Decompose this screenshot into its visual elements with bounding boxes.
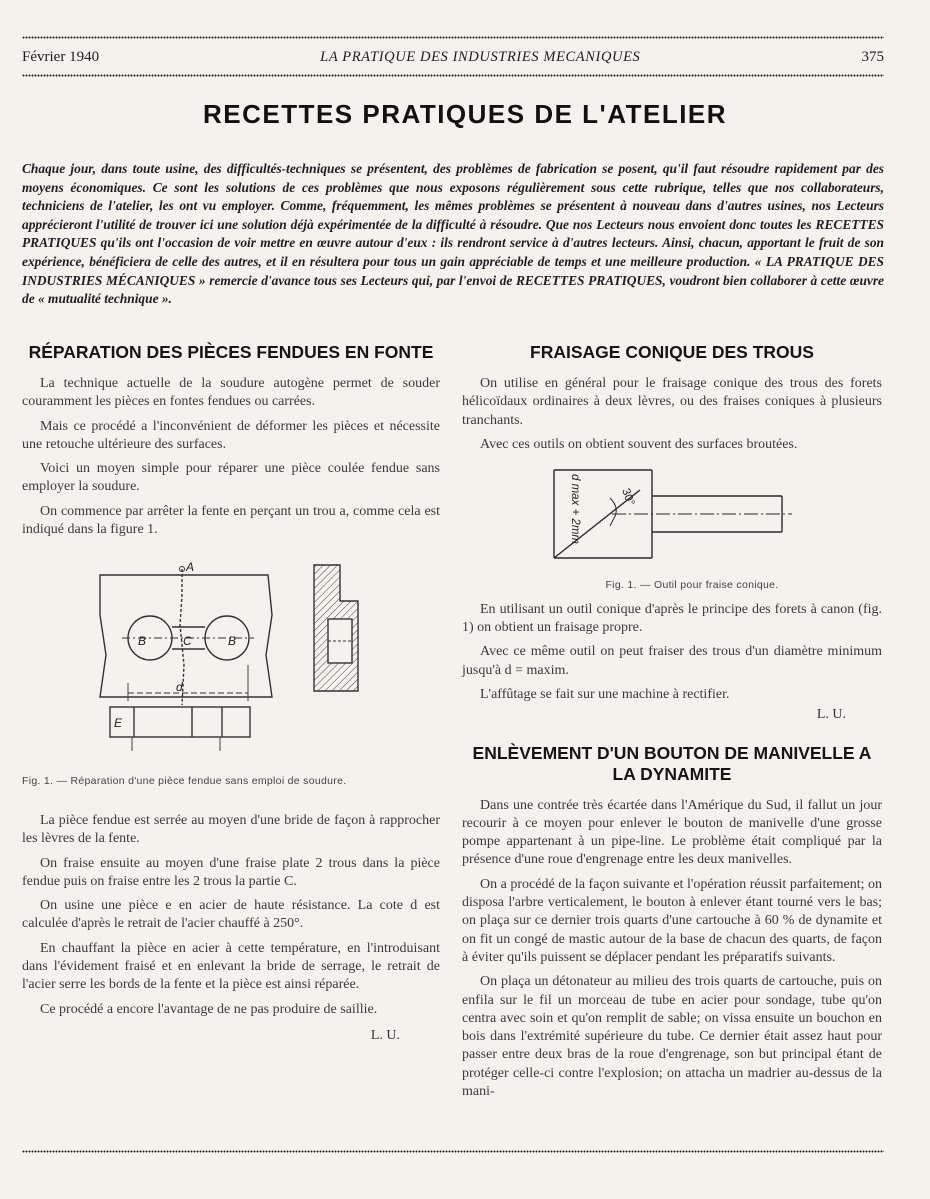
article1-paragraph: La technique actuelle de la soudure autogène permet de souder couramment les pièces en fontes fendues ou carrées. [22, 376, 440, 410]
article3-paragraph: On plaça un détonateur au milieu des trois quarts de cartouche, puis on enfila sur le fil un morceau de tube en acier pour sondage, tube qu'on centra avec soin et qu'on remplit de sable; on vissa ensuite un bouchon en bois dans l'extrémité supérieure du tube. Ce dernier était assez haut pour passer entre deux bras de la roue d'engrenage, son but principal étant de protéger celle-ci contre l'explosion; on attacha un madrier au-dessus de la mani- [462, 974, 882, 1100]
article2-paragraph: L'affûtage se fait sur une machine à rectifier. [480, 686, 730, 702]
top-rule [22, 36, 884, 39]
article2-paragraph: Avec ces outils on obtient souvent des surfaces broutées. [480, 436, 798, 452]
article1-paragraph: On fraise ensuite au moyen d'une fraise plate 2 trous dans la pièce fendue puis on fraise entre les 2 trous la partie C. [22, 855, 440, 889]
article2-paragraph: En utilisant un outil conique d'après le principe des forets à canon (fig. 1) on obtient un fraisage propre. [462, 601, 882, 636]
article3-paragraph: Dans une contrée très écartée dans l'Amérique du Sud, il fallut un jour recourir à ce moyen pour enlever le bouton de manivelle d'une grosse pompe appartenant à un pipe-line. Le problème était compliqué par la présence d'une roue d'engrenage entre les deux manivelles. [462, 797, 882, 868]
article2-paragraph: On utilise en général pour le fraisage conique des trous des forets hélicoïdaux ordinaires à deux lèvres, ou des fraises coniques à plusieurs tranchants. [462, 376, 882, 428]
article1-title: RÉPARATION DES PIÈCES FENDUES EN FONTE [28, 342, 434, 362]
label-d: d [176, 680, 183, 695]
article2-paragraph: Avec ce même outil on peut fraiser des trous d'un diamètre minimum jusqu'à d = maxim. [462, 644, 882, 678]
label-E: E [114, 716, 123, 731]
angle-label: 30° [619, 487, 637, 508]
article1-paragraph: La pièce fendue est serrée au moyen d'une bride de façon à rapprocher les lèvres de la fente. [22, 812, 440, 847]
countersink-tool-drawing [462, 462, 882, 572]
article1-figure [22, 555, 440, 790]
article1-paragraph: Voici un moyen simple pour réparer une pièce coulée fendue sans employer la soudure. [22, 461, 440, 495]
article2-title: FRAISAGE CONIQUE DES TROUS [530, 342, 814, 362]
label-A: A [186, 560, 195, 575]
dimension-label: d max + 2mm [569, 474, 581, 545]
article1-signature: L. U. [370, 1027, 400, 1043]
label-B-right: B [228, 634, 237, 649]
article1-paragraph: Ce procédé a encore l'avantage de ne pas produire de saillie. [40, 1001, 378, 1017]
label-B-left: B [138, 634, 147, 649]
intro-paragraph: Chaque jour, dans toute usine, des difficultés-techniques se présentent, des problèmes de fabrication se posent, qu'il faut résoudre rapidement par des moyens économiques. Ce sont les solutions de ces problèmes que nous exposons régulièrement sous cette rubrique, telles que nos collaborateurs, techniciens de l'atelier, les ont vu employer. Comme, fréquemment, les mêmes problèmes se présentent à nouveau dans d'autres usines, nos Lecteurs apprécieront l'utilité de trouver ici une solution déjà expérimentée de la difficulté à résoudre. Que nos Lecteurs nous envoient donc toutes les RECETTES PRATIQUES qu'ils ont l'occasion de voir mettre en œuvre autour d'eux : ils rendront service à d'autres lecteurs. Ainsi, chacun, apportant le fruit de son expérience, bénéficiera de celle des autres, et il en résultera pour tous un gain appréciable de temps et une meilleure production. « LA PRATIQUE DES INDUSTRIES MÉCANIQUES » remercie d'avance tous ses Lecteurs qui, par l'envoi de RECETTES PRATIQUES, voudront bien collaborer à cette œuvre de « mutualité technique ». [22, 161, 884, 307]
article1-paragraph: On commence par arrêter la fente en perçant un trou a, comme cela est indiqué dans la figure 1. [22, 503, 440, 538]
header-date: Février 1940 [22, 48, 100, 65]
left-column [22, 342, 440, 1049]
article1-figure-caption: Fig. 1. — Réparation d'une pièce fendue sans emploi de soudure. [22, 774, 347, 787]
article1-paragraph: En chauffant la pièce en acier à cette température, en l'introduisant dans l'évidement fraisé et en enlevant la bride de serrage, le retrait de l'acier serre les bords de la fente et la pièce est ainsi réparée. [22, 940, 440, 993]
article1-paragraph: On usine une pièce e en acier de haute résistance. La cote d est calculée d'après le retrait de l'acier chauffé à 250°. [22, 898, 440, 932]
bottom-rule [22, 1150, 884, 1153]
article3-title: ENLÈVEMENT D'UN BOUTON DE MANIVELLE A LA DYNAMITE [472, 742, 872, 784]
right-column [462, 342, 882, 1107]
article2-figure-caption: Fig. 1. — Outil pour fraise conique. [605, 579, 779, 592]
label-C: C [183, 634, 192, 649]
page-title: RECETTES PRATIQUES DE L'ATELIER [202, 99, 728, 129]
article2-figure [462, 462, 882, 595]
article2-signature: L. U. [816, 707, 846, 723]
crack-repair-drawing [22, 555, 440, 763]
article3-paragraph: On a procédé de la façon suivante et l'opération réussit parfaitement; on disposa l'arbre verticalement, le bouton à enlever étant tourné vers le bas; on plaça sur ce dernier trois quarts d'une cartouche à 60 % de dynamite et on fit un congé de mastic autour de la base de chacun des quarts, de façon à éviter qu'ils puissent se déplacer pendant les préparatifs suivants. [462, 876, 882, 965]
header-rule [22, 74, 884, 77]
header-journal: LA PRATIQUE DES INDUSTRIES MECANIQUES [320, 48, 641, 65]
article1-paragraph: Mais ce procédé a l'inconvénient de déformer les pièces et nécessite une retouche ultérieure des surfaces. [22, 418, 440, 452]
page-number: 375 [861, 48, 884, 65]
running-header [22, 44, 884, 70]
